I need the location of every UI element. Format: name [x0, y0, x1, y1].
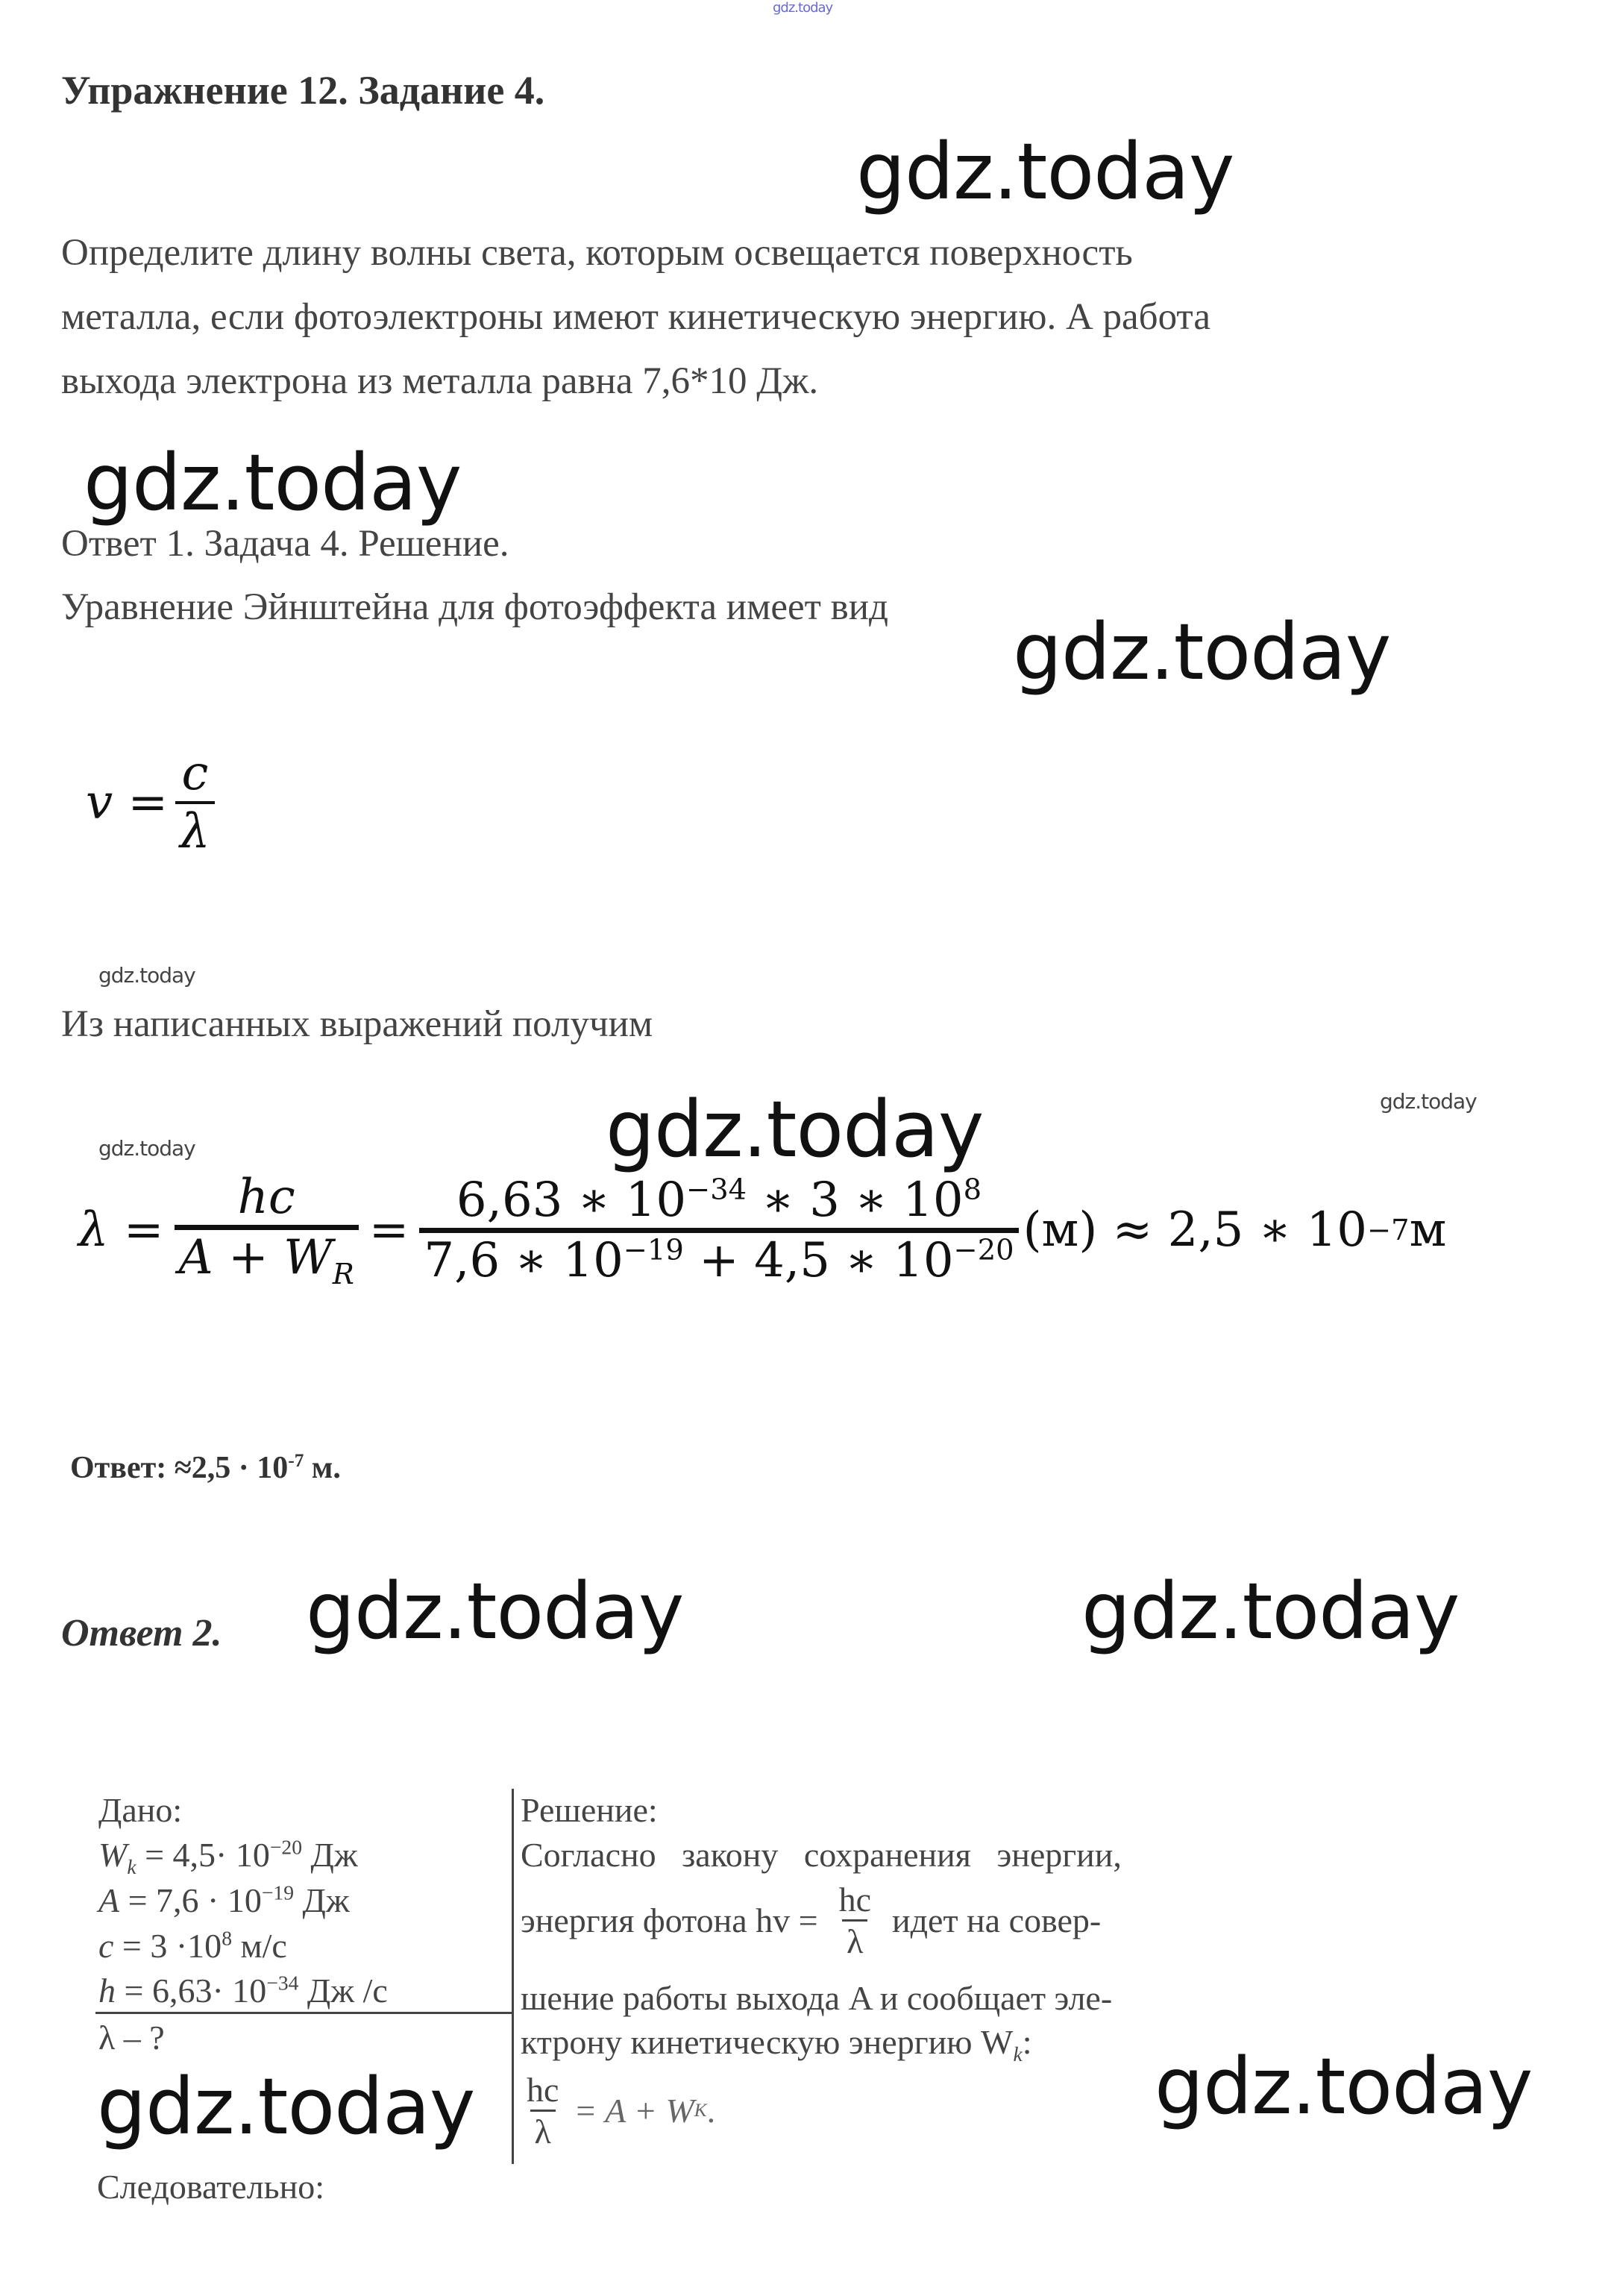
answer2-heading: Ответ 2. [61, 1612, 222, 1654]
result-unit: м [1409, 1202, 1447, 1258]
derive-text: Из написанных выражений получим [61, 1003, 653, 1045]
exponent: −19 [623, 1233, 684, 1267]
punctuation: . [706, 2092, 716, 2130]
formula-denominator: A + W [178, 1230, 333, 1285]
solution-text: ктрону кинетическую энергию W [521, 2023, 1014, 2061]
formula-lhs: v = [86, 775, 169, 830]
divider-vertical [512, 1789, 514, 2164]
watermark: gdz.today [306, 1566, 684, 1657]
exponent: −19 [261, 1881, 295, 1904]
exponent: 8 [963, 1173, 982, 1207]
unit: Дж /с [298, 1972, 388, 2010]
exponent: −20 [953, 1233, 1014, 1267]
watermark: gdz.today [84, 437, 462, 528]
given-label: Дано: [98, 1791, 183, 1829]
exponent: 8 [222, 1926, 232, 1950]
unit: Дж [302, 1836, 358, 1874]
value: = 4,5· 10 [136, 1836, 270, 1874]
formula-frequency [86, 746, 215, 859]
given-item [98, 1835, 358, 1879]
watermark: gdz.today [98, 1136, 195, 1161]
value: = 6,63· 10 [116, 1972, 267, 2010]
watermark: gdz.today [856, 126, 1234, 217]
formula-result: (м) ≈ 2,5 ∗ 10 [1023, 1202, 1367, 1258]
solution-line: Согласно закону сохранения энергии, [521, 1836, 1122, 1874]
value: = 3 ·10 [113, 1927, 222, 1965]
denominator-part: 7,6 ∗ 10 [424, 1232, 624, 1288]
exponent: −34 [686, 1173, 747, 1207]
consequently-text: Следовательно: [97, 2168, 325, 2206]
punctuation: : [1022, 2023, 1032, 2061]
problem-line: Определите длину волны света, которым освещается поверхность [61, 232, 1133, 274]
formula-wavelength [78, 1170, 1446, 1291]
watermark: gdz.today [1155, 2041, 1533, 2132]
problem-line: выхода электрона из металла равна 7,6*10 Дж. [61, 360, 819, 402]
equation-rhs: = A + W [574, 2092, 694, 2130]
numerator-part: ∗ 3 ∗ 10 [747, 1172, 964, 1228]
denominator-part: + 4,5 ∗ 10 [683, 1232, 954, 1288]
watermark: gdz.today [1081, 1566, 1460, 1657]
exponent: −7 [1367, 1213, 1410, 1247]
solution-text: энергия фотона hv = [521, 1901, 818, 1939]
given-item [98, 1971, 388, 2010]
unit: м/с [231, 1927, 287, 1965]
subscript: k [127, 1855, 136, 1879]
numerator-part: 6,63 ∗ 10 [456, 1172, 687, 1228]
formula-equals: = [368, 1202, 409, 1258]
watermark: gdz.today [97, 2061, 475, 2152]
var: c [98, 1927, 114, 1965]
watermark: gdz.today [773, 0, 833, 16]
solution-line [521, 1880, 1101, 1961]
final-answer [70, 1450, 341, 1486]
fraction-denominator: λ [842, 1919, 867, 1961]
solution-text: идет на совер- [892, 1901, 1102, 1939]
watermark: gdz.today [98, 963, 195, 988]
given-item [98, 1881, 350, 1920]
subscript: k [1013, 2042, 1023, 2066]
solution-line [521, 2022, 1032, 2066]
exponent: −20 [269, 1835, 302, 1859]
problem-text [61, 221, 1210, 413]
divider-horizontal [95, 2012, 513, 2014]
exponent: −34 [266, 1971, 299, 1995]
var: h [98, 1972, 116, 2010]
formula-numerator: hc [237, 1170, 295, 1225]
unit: Дж [294, 1881, 350, 1919]
formula-denominator: λ [175, 801, 215, 859]
energy-equation [522, 2070, 715, 2151]
exponent: -7 [288, 1451, 304, 1471]
final-answer-unit: м. [304, 1451, 341, 1485]
fraction-denominator: λ [530, 2110, 556, 2151]
subscript: K [694, 2100, 707, 2121]
value: = 7,6 · 10 [119, 1881, 262, 1919]
page-title: Упражнение 12. Задание 4. [61, 68, 545, 113]
fraction-numerator: hc [527, 2071, 559, 2109]
solution-label: Решение: [521, 1791, 658, 1829]
final-answer-value: ≈2,5 · 10 [174, 1451, 289, 1485]
var: A [98, 1881, 120, 1919]
fraction-numerator: hc [838, 1881, 872, 1919]
problem-line: металла, если фотоэлектроны имеют кинетическую энергию. А работа [61, 296, 1210, 338]
formula-lhs: λ = [78, 1202, 164, 1258]
answer1-heading: Ответ 1. Задача 4. Решение. [61, 523, 509, 565]
watermark: gdz.today [1380, 1089, 1477, 1114]
formula-numerator: c [181, 746, 209, 801]
solution-line: шение работы выхода A и сообщает эле- [521, 1979, 1113, 2017]
formula-subscript: R [332, 1257, 354, 1291]
answer1-intro: Уравнение Эйнштейна для фотоэффекта имеет вид [61, 586, 889, 628]
given-item [98, 1926, 287, 1966]
watermark: gdz.today [606, 1084, 984, 1175]
final-answer-label: Ответ: [70, 1451, 167, 1485]
var: W [98, 1836, 128, 1874]
watermark: gdz.today [1013, 606, 1391, 697]
find-item: λ – ? [98, 2019, 165, 2057]
